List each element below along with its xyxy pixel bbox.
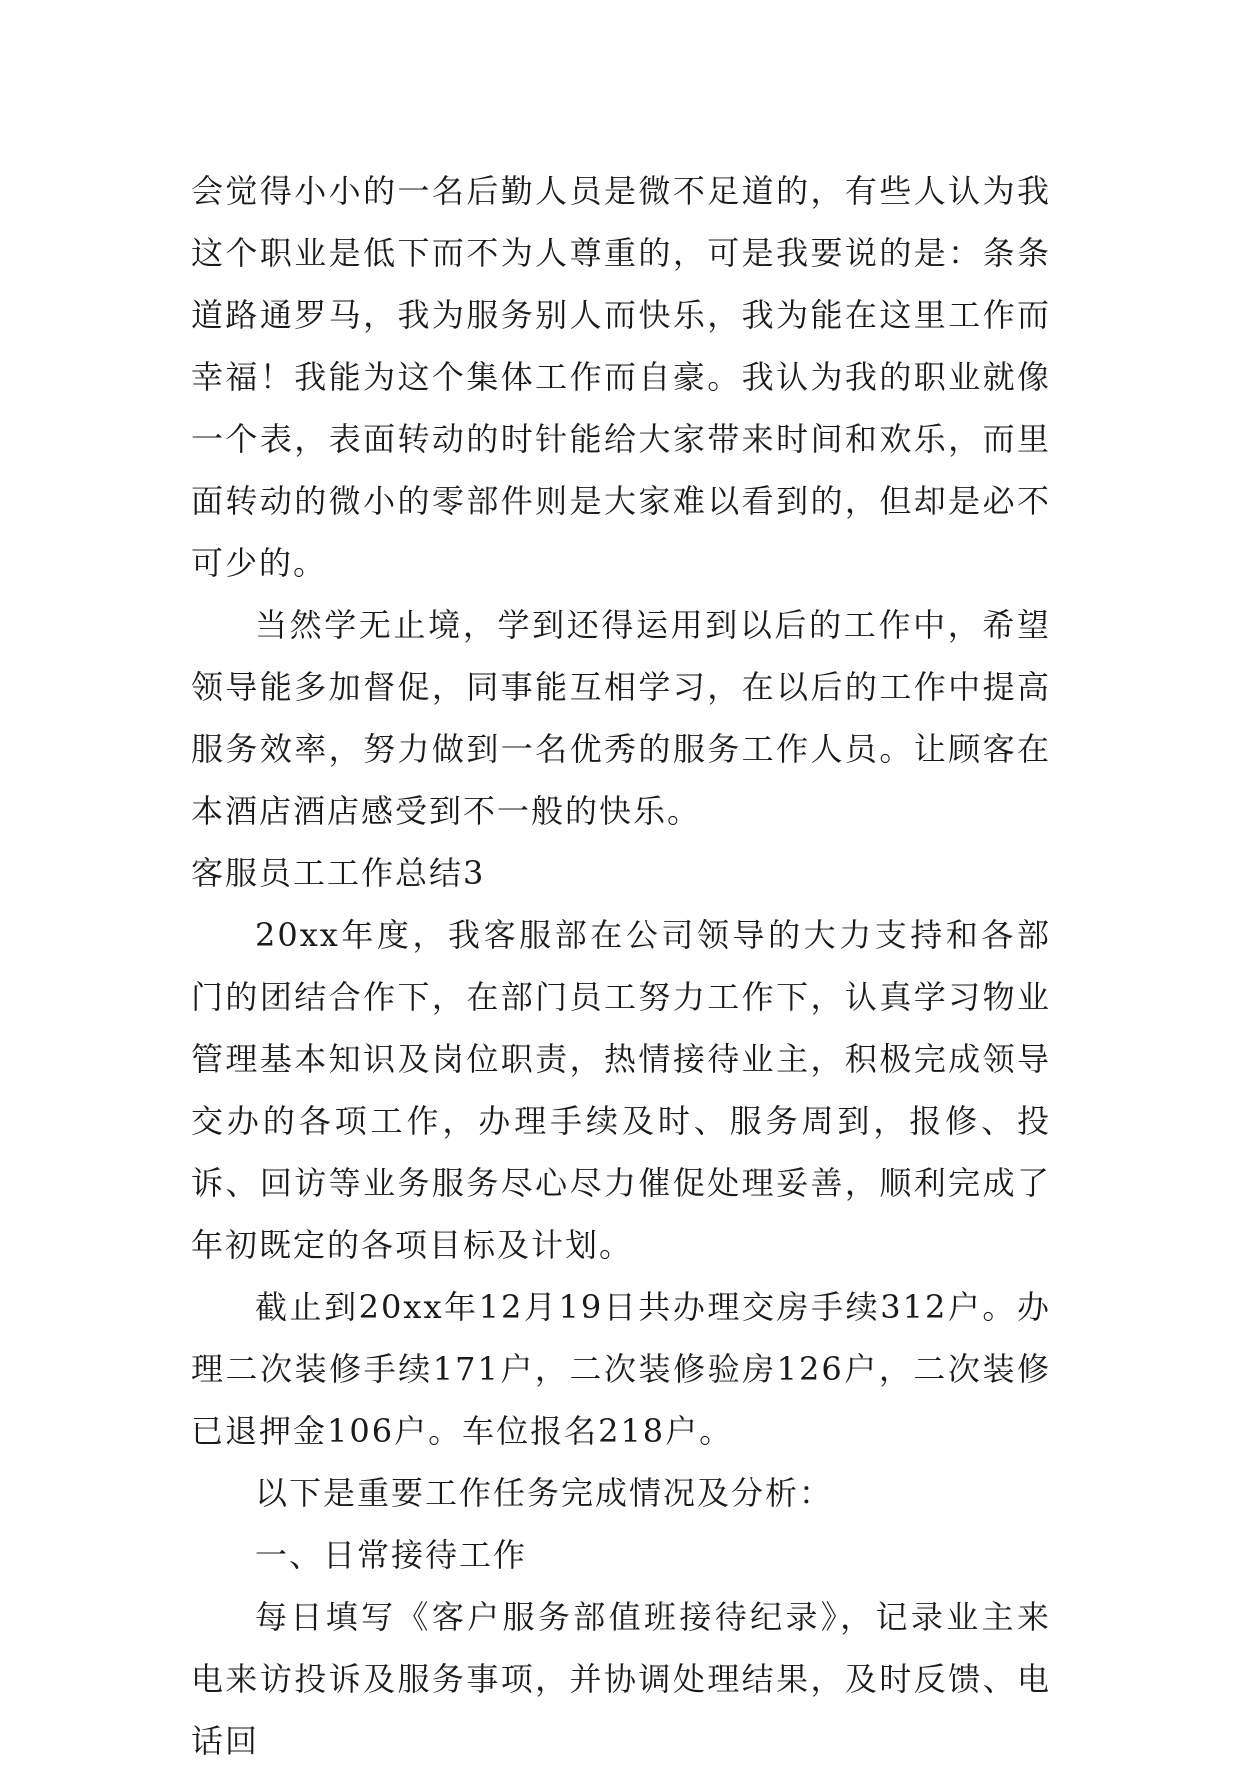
section-heading: 客服员工工作总结3 — [191, 854, 486, 892]
document-body — [191, 160, 1051, 1772]
subheading-daily-reception: 一、日常接待工作 — [255, 1536, 528, 1574]
paragraph-daily-log: 每日填写《客户服务部值班接待纪录》，记录业主来电来访投诉及服务事项，并协调处理结果，及时反馈、电话回 — [191, 1598, 1051, 1760]
paragraph-continuation: 会觉得小小的一名后勤人员是微不足道的，有些人认为我这个职业是低下而不为人尊重的，可是我要说的是：条条道路通罗马，我为服务别人而快乐，我为能在这里工作而幸福！我能为这个集体工作而自豪。我认为我的职业就像一个表，表面转动的时针能给大家带来时间和欢乐，而里面转动的微小的零部件则是大家难以看到的，但却是必不可少的。 — [191, 172, 1051, 582]
paragraph-intro-analysis: 以下是重要工作任务完成情况及分析： — [255, 1474, 834, 1512]
paragraph-annual-summary: 20xx年度，我客服部在公司领导的大力支持和各部门的团结合作下，在部门员工努力工作下，认真学习物业管理基本知识及岗位职责，热情接待业主，积极完成领导交办的各项工作，办理手续及时、服务周到，报修、投诉、回访等业务服务尽心尽力催促处理妥善，顺利完成了年初既定的各项目标及计划。 — [191, 916, 1051, 1264]
paragraph-statistics: 截止到20xx年12月19日共办理交房手续312户。办理二次装修手续171户，二次装修验房126户，二次装修已退押金106户。车位报名218户。 — [191, 1288, 1051, 1450]
paragraph-learning: 当然学无止境，学到还得运用到以后的工作中，希望领导能多加督促，同事能互相学习，在以后的工作中提高服务效率，努力做到一名优秀的服务工作人员。让顾客在本酒店酒店感受到不一般的快乐。 — [191, 606, 1051, 830]
